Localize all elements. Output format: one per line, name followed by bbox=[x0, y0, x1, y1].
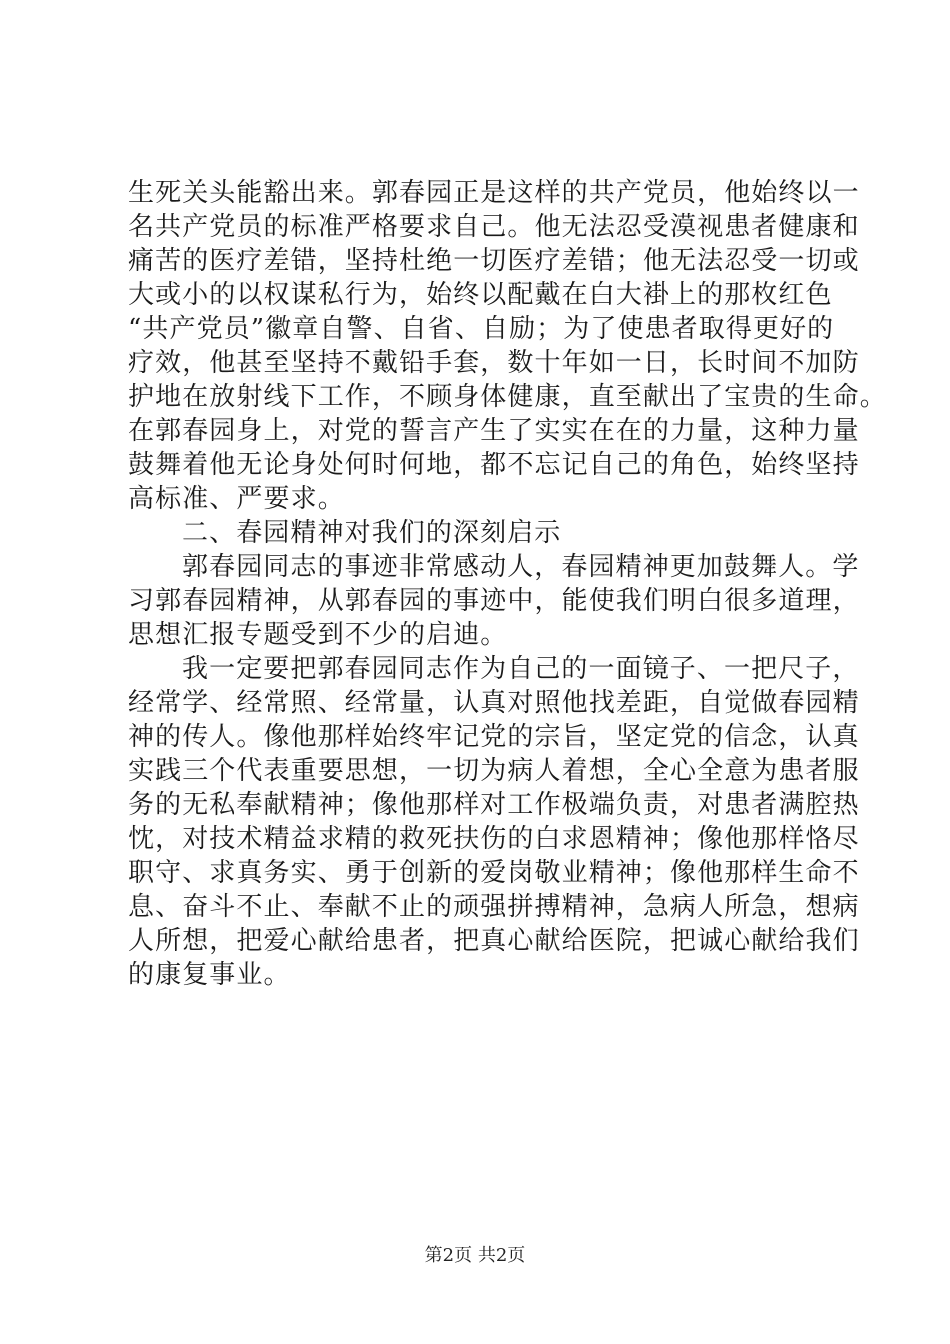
text-line: 郭春园同志的事迹非常感动人，春园精神更加鼓舞人。学 bbox=[182, 552, 860, 582]
text-line: 职守、求真务实、勇于创新的爱岗敬业精神；像他那样生命不 bbox=[128, 858, 860, 888]
text-line: 生死关头能豁出来。郭春园正是这样的共产党员，他始终以一 bbox=[128, 178, 860, 208]
text-line: “共产党员”徽章自警、自省、自励；为了使患者取得更好的 bbox=[128, 314, 835, 344]
text-line: 大或小的以权谋私行为，始终以配戴在白大褂上的那枚红色 bbox=[128, 280, 833, 310]
text-line: 鼓舞着他无论身处何时何地，都不忘记自己的角色，始终坚持 bbox=[128, 450, 860, 480]
text-line: 名共产党员的标准严格要求自己。他无法忍受漠视患者健康和 bbox=[128, 212, 860, 242]
text-line: 我一定要把郭春园同志作为自己的一面镜子、一把尺子， bbox=[182, 654, 860, 684]
text-line: 息、奋斗不止、奉献不止的顽强拼搏精神，急病人所急，想病 bbox=[128, 892, 860, 922]
text-line: 疗效，他甚至坚持不戴铅手套，数十年如一日，长时间不加防 bbox=[128, 348, 860, 378]
text-line: 神的传人。像他那样始终牢记党的宗旨，坚定党的信念，认真 bbox=[128, 722, 860, 752]
text-line: 务的无私奉献精神；像他那样对工作极端负责，对患者满腔热 bbox=[128, 790, 860, 820]
text-line: 护地在放射线下工作，不顾身体健康，直至献出了宝贵的生命。 bbox=[128, 382, 887, 412]
text-line: 在郭春园身上，对党的誓言产生了实实在在的力量，这种力量 bbox=[128, 416, 860, 446]
text-line: 人所想，把爱心献给患者，把真心献给医院，把诚心献给我们 bbox=[128, 926, 860, 956]
document-body bbox=[128, 176, 887, 992]
text-line: 实践三个代表重要思想，一切为病人着想，全心全意为患者服 bbox=[128, 756, 860, 786]
text-line: 习郭春园精神，从郭春园的事迹中，能使我们明白很多道理， bbox=[128, 586, 860, 616]
text-line: 思想汇报专题受到不少的启迪。 bbox=[128, 620, 508, 650]
text-line: 经常学、经常照、经常量，认真对照他找差距，自觉做春园精 bbox=[128, 688, 860, 718]
text-line: 忱，对技术精益求精的救死扶伤的白求恩精神；像他那样恪尽 bbox=[128, 824, 860, 854]
text-line: 痛苦的医疗差错，坚持杜绝一切医疗差错；他无法忍受一切或 bbox=[128, 246, 860, 276]
text-line: 的康复事业。 bbox=[128, 960, 291, 990]
text-line: 高标准、严要求。 bbox=[128, 484, 345, 514]
section-heading: 二、春园精神对我们的深刻启示 bbox=[182, 518, 562, 548]
page-number-footer: 第2页 共2页 bbox=[424, 1245, 526, 1266]
